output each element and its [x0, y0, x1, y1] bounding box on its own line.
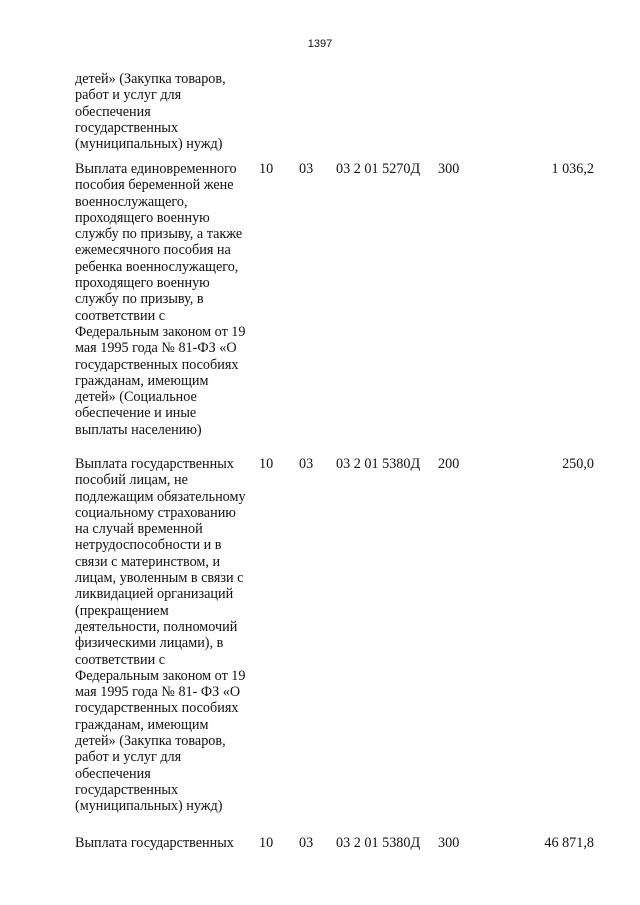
target-article-code: 03 2 01 5380Д	[336, 835, 421, 851]
page-number: 1397	[307, 38, 333, 50]
subsection-code: 03	[299, 835, 314, 851]
row-description: Выплата государственных	[75, 835, 234, 851]
amount-value: 250,0	[562, 456, 594, 472]
subsection-code: 03	[299, 456, 314, 472]
section-code: 10	[259, 456, 274, 472]
subsection-code: 03	[299, 161, 314, 177]
section-code: 10	[259, 161, 274, 177]
target-article-code: 03 2 01 5380Д	[336, 456, 421, 472]
expense-type-code: 300	[438, 835, 460, 851]
target-article-code: 03 2 01 5270Д	[336, 161, 421, 177]
section-code: 10	[259, 835, 274, 851]
row-description: Выплата единовременного пособия беременной жене военнослужащего, проходящего военную службу по призыву, а также ежемесячного пособия на ребенка военнослужащего, проходящего военную службу по призыву, в соответствии с Федеральным законом от 19 мая 1995 года № 81-ФЗ «О государственных пособиях гражданам, имеющим детей» (Социальное обеспечение и иные выплаты населению)	[75, 161, 246, 438]
row-description: Выплата государственных пособий лицам, не подлежащим обязательному социальному страхованию на случай временной нетрудоспособности и в связи с материнством, и лицам, уволенным в связи с ликвидацией организаций (прекращением деятельности, полномочий физическими лицами), в соответствии с Федеральным законом от 19 мая 1995 года № 81- ФЗ «О государственных пособиях гражданам, имеющим детей» (Закупка товаров, работ и услуг для обеспечения государственных (муниципальных) нужд)	[75, 456, 246, 815]
expense-type-code: 300	[438, 161, 460, 177]
row-description: детей» (Закупка товаров, работ и услуг для обеспечения государственных (муниципальных) нужд)	[75, 71, 226, 153]
amount-value: 1 036,2	[551, 161, 594, 177]
expense-type-code: 200	[438, 456, 460, 472]
amount-value: 46 871,8	[544, 835, 594, 851]
